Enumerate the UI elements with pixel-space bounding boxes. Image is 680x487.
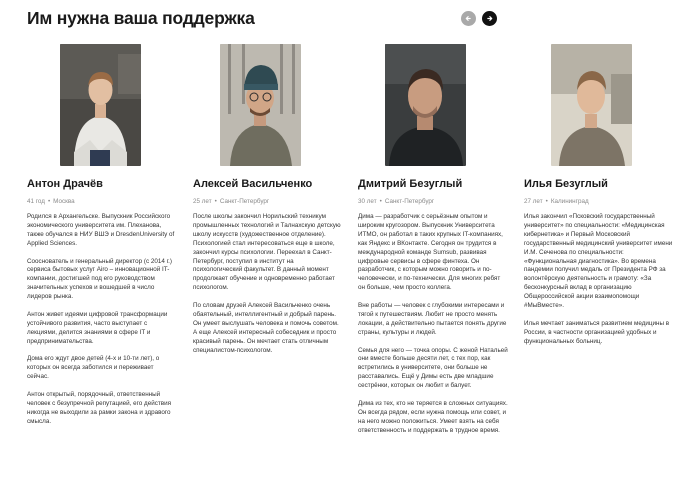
bio-paragraph: Родился в Архангельске. Выпускник Российского экономического университета им. Плеханова, также обучался в НИУ ВШЭ и DresdenUniversity of Applied Sciences. <box>27 213 175 247</box>
bio-paragraph: Дима — разработчик с серьёзным опытом и широким кругозором. Выпускник Университета ИТМО, он работал в таких крупных IT-компаниях, как Яндекс и ВКонтакте. Сегодня он трудится в международной команде Sumsub, развивая цифровые сервисы в сфере финтеха. Он разработчик, с которым можно говорить и по-человечески, и по-технически. Для многих ребят он больше, чем просто коллега. <box>358 213 503 292</box>
bio-paragraph: Дима из тех, кто не теряется в сложных ситуациях. Он всегда рядом, если нужна помощь или совет, и на него можно положиться. Умеет взять на себя ответственность и поддержать в трудное время. <box>358 399 508 434</box>
person-photo <box>385 44 466 166</box>
person-bio <box>193 213 343 364</box>
person-meta: 30 лет • Санкт-Петербург <box>358 198 435 205</box>
person-name: Антон Драчёв <box>27 178 103 190</box>
person-photo <box>220 44 301 166</box>
person-meta: 25 лет • Санкт-Петербург <box>193 198 270 205</box>
person-city: Санкт-Петербург <box>384 198 435 205</box>
bio-paragraph: Илья закончил «Псковский государственный университет» по специальности: «Медицинская кибернетика» и Первый Московский государственный медицинский университет имени И.М. Сеченова по специальности: «Функциональная диагностика». Во времена пандемии получил медаль от Президента РФ за волонтёрскую деятельность и грамоту: «За бесконкурсный вклад в организацию Общероссийской акции взаимопомощи #МыВместе». <box>524 213 673 310</box>
person-meta: 27 лет • Калининград <box>524 198 589 205</box>
person-age: 25 лет <box>193 198 212 205</box>
person-age: 41 год <box>27 198 45 205</box>
person-city: Калининград <box>550 198 589 205</box>
bio-paragraph: Илья мечтает заниматься развитием медицины в России, в частности организацией удобных и функциональных больниц. <box>524 319 670 345</box>
person-bio <box>27 213 177 436</box>
person-age: 30 лет <box>358 198 377 205</box>
person-age: 27 лет <box>524 198 543 205</box>
arrow-left-icon <box>464 14 473 23</box>
bio-paragraph: После школы закончил Норильский техникум промышленных технологий и Талнахскую детскую школу искусств (художественное отделение). Психологией стал интересоваться еще в школе, закончил курсы психологии. Переехал в Санкт-Петербург, поступил в институт на психологический факультет. В данный момент продолжает обучение и одновременно работает психологом. <box>193 213 341 292</box>
person-name: Илья Безуглый <box>524 178 608 190</box>
bio-paragraph: Вне работы — человек с глубокими интересами и тягой к путешествиям. Любит не просто менять локации, а действительно пытается понять другие страны, культуры и людей. <box>358 302 507 336</box>
person-name: Алексей Васильченко <box>193 178 313 190</box>
person-name: Дмитрий Безуглый <box>358 178 463 190</box>
carousel-next-button[interactable] <box>482 11 497 26</box>
bio-paragraph: Антон живет идеями цифровой трансформации устойчивого развития, часто выступает с лекциями, делится знаниями в сфере IT и предпринимательства. <box>27 310 168 345</box>
person-city: Санкт-Петербург <box>219 198 270 205</box>
arrow-right-icon <box>485 14 494 23</box>
person-city: Москва <box>53 198 75 205</box>
carousel-prev-button[interactable] <box>461 11 476 26</box>
person-photo <box>551 44 632 166</box>
person-meta: 41 год • Москва <box>27 198 75 205</box>
bio-paragraph: Дома его ждут двое детей (4-х и 10-ти лет), о которых он всегда заботился и переживает сейчас. <box>27 355 160 381</box>
bio-paragraph: Сооснователь и генеральный директор (с 2014 г.) сервиса бытовых услуг Airo – инновационной IT-компании, достигшей под его руководством значительных успехов и вошедшей в число лидеров рынка. <box>27 257 172 301</box>
person-photo <box>60 44 141 166</box>
person-bio <box>524 213 674 355</box>
bio-paragraph: Антон открытый, порядочный, ответственный человек с безупречной репутацией, его действия никогда не выходили за рамки закона и здравого смысла. <box>27 391 172 425</box>
person-bio <box>358 213 508 445</box>
page-title: Им нужна ваша поддержка <box>27 8 255 28</box>
bio-paragraph: Семья для него — точка опоры. С женой Натальей они вместе больше десяти лет, с тех пор, как встретились в университете, они больше не расставались. Ещё у Димы есть две младшие сестрёнки, которых он любит и балует. <box>358 346 508 390</box>
bio-paragraph: По словам друзей Алексей Васильченко очень обаятельный, интеллигентный и добрый парень. Он умеет выслушать человека и помочь советом. А еще Алексей интересный собеседник и просто красивый парень. Он мечтает стать отличным специалистом-психологом. <box>193 302 339 354</box>
